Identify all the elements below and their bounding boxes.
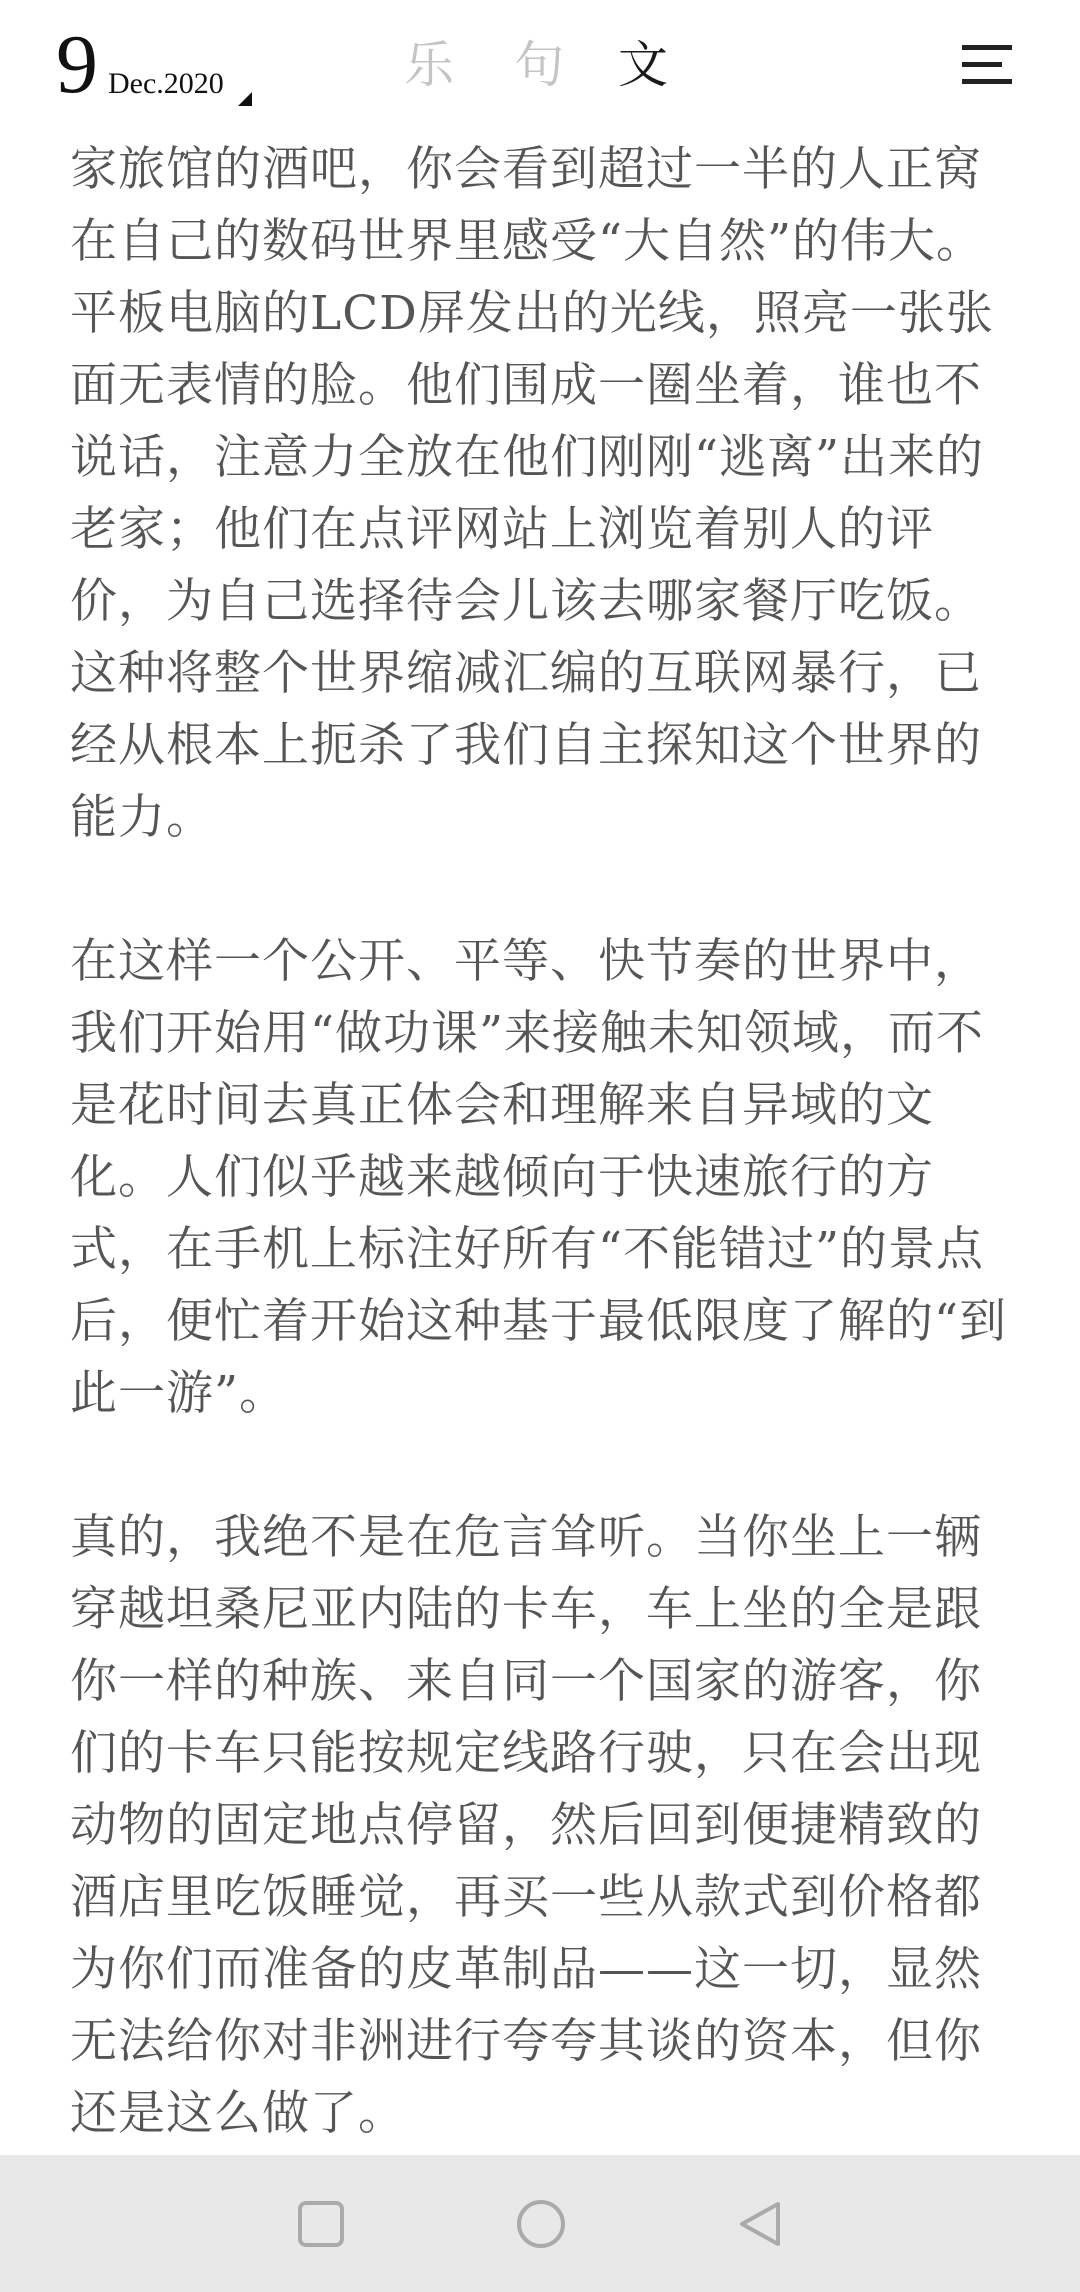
system-navigation-bar	[0, 2155, 1080, 2292]
article-paragraph: 家旅馆的酒吧，你会看到超过一半的人正窝在自己的数码世界里感受“大自然”的伟大。平板电脑的LCD屏发出的光线，照亮一张张面无表情的脸。他们围成一圈坐着，谁也不说话，注意力全放在他们刚刚“逃离”出来的老家；他们在点评网站上浏览着别人的评价，为自己选择待会儿该去哪家餐厅吃饭。这种将整个世界缩减汇编的互联网暴行，已经从根本上扼杀了我们自主探知这个世界的能力。	[70, 142, 994, 845]
date-month-year: Dec.2020	[108, 67, 224, 100]
home-circle-icon[interactable]	[510, 2193, 572, 2255]
corner-triangle-icon	[238, 92, 252, 106]
tab-le[interactable]: 乐	[404, 36, 454, 94]
article-body	[70, 134, 1010, 2150]
article-paragraph: 真的，我绝不是在危言耸听。当你坐上一辆穿越坦桑尼亚内陆的卡车，车上坐的全是跟你一样的种族、来自同一个国家的游客，你们的卡车只能按规定线路行驶，只在会出现动物的固定地点停留，然后回到便捷精致的酒店里吃饭睡觉，再买一些从款式到价格都为你们而准备的皮革制品——这一切，显然无法给你对非洲进行夸夸其谈的资本，但你还是这么做了。	[70, 1510, 982, 2141]
article-paragraph: 在这样一个公开、平等、快节奏的世界中，我们开始用“做功课”来接触未知领域，而不是花时间去真正体会和理解来自异域的文化。人们似乎越来越倾向于快速旅行的方式，在手机上标注好所有“不能错过”的景点后，便忙着开始这种基于最低限度了解的“到此一游”。	[70, 934, 1008, 1421]
hamburger-menu-icon[interactable]	[962, 42, 1012, 88]
date-day: 9	[56, 18, 98, 111]
top-header	[0, 0, 1080, 134]
recents-square-icon[interactable]	[290, 2193, 352, 2255]
back-triangle-icon[interactable]	[730, 2193, 792, 2255]
tab-wen[interactable]: 文	[618, 36, 668, 94]
tab-ju[interactable]: 句	[514, 36, 564, 94]
